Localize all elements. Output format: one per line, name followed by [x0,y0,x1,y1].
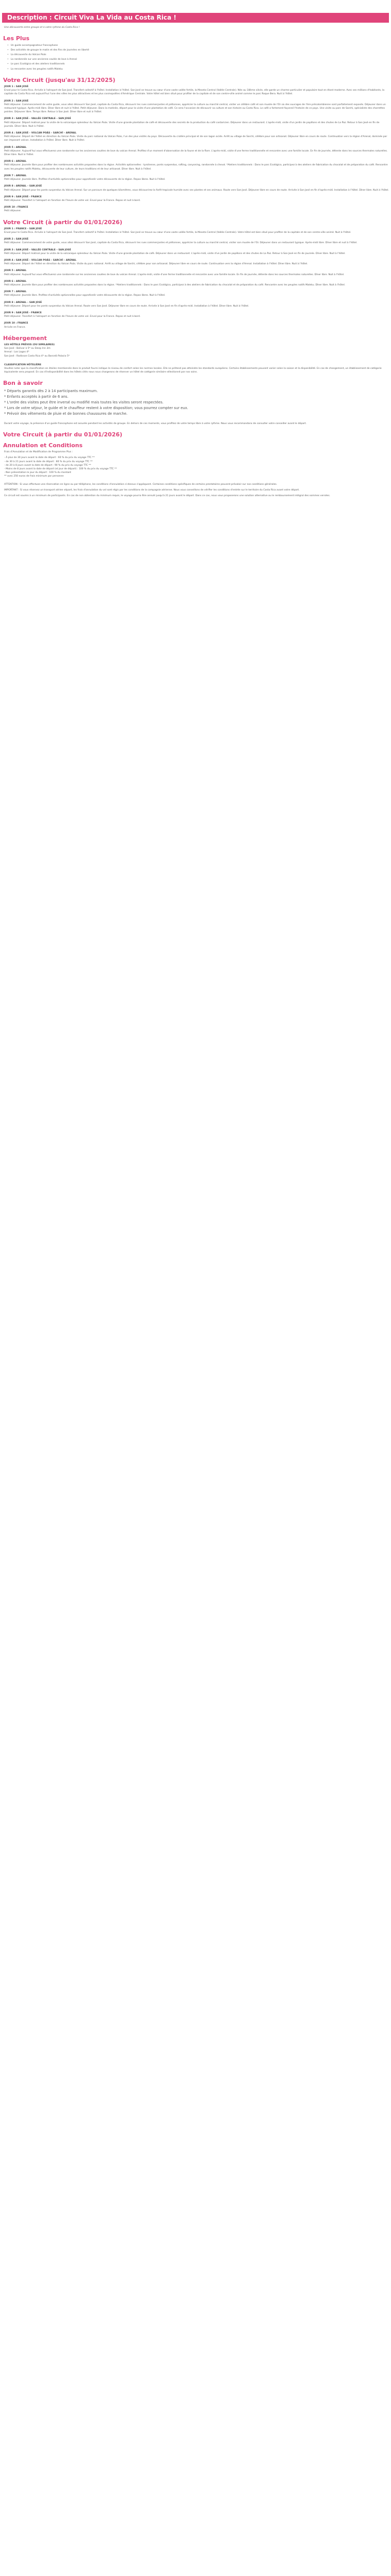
day-text: Petit déjeuner. Commencement de votre guide, vous allez découvrir San José, capitale du Costa Rica, découvrir les rues commerçantes et piétonnes, apprécier la culture au marché central, visiter son musée de l'Or. Déjeuner dans un restaurant typique. Après-midi libre. Dîner libre et nuit à l'hôtel. [4,242,357,245]
page-banner: Description : Circuit Viva La Vida au Costa Rica ! [2,13,389,23]
plus-title: Les Plus [3,35,30,42]
bon-item: * Prévoir des vêtements de pluie et de bonnes chaussures de marche. [4,411,128,416]
day-title: JOUR 6 : ARENAL [4,160,27,163]
classif-label: CLASSIFICATION HÔTELIÈRE [4,363,42,366]
day-text: Petit déjeuner. Départ matinal pour la visite de la volcanique splendeur du Volcan Poás. Visite d'une grande plantation de café. Déjeuner dans un restaurant. L'après-midi, visite d'un jardin de papillons et des chutes de La Paz. Retour à San José en fin de journée. Dîner libre. Nuit à l'hôtel. [4,252,346,255]
day-title: JOUR 7 : ARENAL [4,174,27,177]
itinerary-2025 [2,85,389,213]
day-title: JOUR 8 : ARENAL – SAN JOSÉ [4,185,42,188]
bon-item: * Enfants acceptés à partir de 6 ans. [4,394,69,399]
hotel-line: San José : Radisson Costa Rica 4* ou Barceló Palacio 5* [4,354,70,358]
day-title: JOUR 4 : SAN JOSÉ – VOLCAN POÁS – SARCHÍ – ARENAL [4,259,77,262]
annulation-title: Annulation et Conditions [3,442,83,449]
day-title: JOUR 7 : ARENAL [4,291,27,294]
plus-item: • Des activités de groupe le matin et des fins de journées en liberté [7,48,389,52]
day-text: Envol pour le Costa Rica. Arrivée à l'aéroport de San José. Transfert collectif à l'hôtel. Installation à l'hôtel. San José se trouve au cœur d'une vaste vallée fertile, la Meseta Central (Vallée Centrale). Née au 18ème siècle, elle garde un charme particulier et populaire tout en étant moderne. Avec ses millions d'habitants, la capitale du Costa Rica est aujourd'hui l'une des villes les plus attractives et les plus cosmopolites d'Amérique Centrale. Votre hôtel est bien situé pour profiter de la capitale et de son centre-ville animé comme le parc Roque Bera. Nuit à l'hôtel. [4,89,385,96]
bon-extra: Durant votre voyage, la présence d'un guide francophone est assurée pendant les activités de groupe. En dehors de ces moments, vous profitez de votre temps libre à votre rythme. Nous vous recommandons de consulter votre conseiller avant le départ. [4,422,307,425]
day-title: JOUR 1 : FRANCE – SAN JOSÉ [4,227,42,230]
annulation-rule: - Moins de 8 jours avant la date de départ (et jour de départ) : 100 % du prix du voyage TTC ** [4,468,117,471]
page [2,0,389,498]
day-title: JOUR 10 : FRANCE [4,206,28,209]
day-title: JOUR 8 : ARENAL – SAN JOSÉ [4,301,42,304]
day-text: Petit déjeuner. Départ de l'hôtel en direction du Volcan Poás. Visite du parc national du Volcan Poás, l'un des plus visités du pays. Découverte du cratère principal et de son lagon acide. Arrêt au village de Sarchí, célèbre pour son artisanat. Déjeuner libre en cours de route. Continuation vers la région d'Arenal, dominée par son imposant volcan. Installation à l'hôtel. Dîner libre. Nuit à l'hôtel. [4,135,387,142]
annulation-rule: - À plus de 30 jours avant la date de départ : 60 % du prix du voyage TTC ** [4,456,95,460]
day-text: Petit déjeuner. Journée libre pour profiter des nombreuses activités proposées dans la région. *Ateliers traditionnels : Dans le parc Ecológico, participez à des ateliers de fabrication du chocolat et de préparation du café. Rencontre avec les peuples natifs Maleku. Dîner libre. Nuit à l'hôtel. [4,283,346,286]
day-title: JOUR 2 : SAN JOSÉ [4,238,29,241]
annulation-intro: Frais d'Annulation et de Modification de Programme Plus : [4,451,73,454]
plus-item: • La randonnée sur une ancienne coulée de lave à Arenal [7,58,389,61]
annulation-rule: - de 20 à 8 jours avant la date de départ : 90 % du prix du voyage TTC ** [4,464,91,467]
plus-item: • Le parc Ecológico et des ateliers traditionnels [7,62,389,66]
hebergement-title: Hébergement [3,334,47,342]
day-text: Petit déjeuner. Journée libre pour profiter des nombreuses activités proposées dans la région. Activités optionnelles : tyrolienne, ponts suspendus, rafting, canyoning, randonnée à cheval. *Ateliers traditionnels : Dans le parc Ecológico, participez à des ateliers de fabrication du chocolat et de préparation du café. Rencontre avec les peuples natifs Maleku, découverte de leur culture, de leurs traditions et de leur artisanat. Dîner libre. Nuit à l'hôtel. [4,164,388,171]
plus-item: • La rencontre avec les peuples natifs Maleku [7,67,389,71]
hotel-line: Arenal : Los Lagos 4* [4,351,29,354]
plus-item: • La découverte du Volcan Poás [7,53,389,57]
annulation-note: ** avec 250 euros de frais minimum par personne [4,475,64,478]
day-title: JOUR 4 : SAN JOSÉ – VOLCAN POÁS – SARCHÍ – ARENAL [4,132,77,135]
day-title: JOUR 3 : SAN JOSÉ – VALLÉE CENTRALE – SAN JOSÉ [4,117,71,121]
bon-list [4,388,389,417]
bon-item: * Lors de votre séjour, le guide et le chauffeur restent à votre disposition; vous pourrez compter sur eux. [4,405,188,410]
hotel-line: San José : Bolivar à 5* ou Sleep Inn 3m [4,347,51,350]
day-text: Petit déjeuner. Journée libre. Profitez d'activités optionnelles pour approfondir votre découverte de la région. Repas libres. Nuit à l'hôtel. [4,178,166,181]
day-text: Petit déjeuner. Transfert à l'aéroport en fonction de l'heure de votre vol. Envol pour la France. Repas et nuit à bord. [4,315,141,318]
day-text: Petit déjeuner. Commencement de votre guide, vous allez découvrir San José, capitale du Costa Rica, découvrir les rues commerçantes et piétonnes, apprécier la culture au marché central, visiter un célèbre café et son musée de l'Or où des ouvrages de l'ère précolombienne sont parfaitement exposés. Déjeuner dans un restaurant typique. Après-midi libre. Dîner libre et nuit à l'hôtel. Petit déjeuner. Dans la matinée, départ pour la visite d'une plantation de café. Ce sera l'occasion de découvrir sa culture et son histoire au Costa Rica. Le café a fortement façonné l'histoire de ce pays. Une visite au parc de Sarchí, spécialiste des charrettes peintes. Déjeuner libre. Temps libre. Retour à San José. Dîner libre et nuit à l'hôtel. [4,103,386,114]
day-text: Petit déjeuner. Journée libre. Profitez d'activités optionnelles pour approfondir votre découverte de la région. Repas libres. Nuit à l'hôtel. [4,294,166,297]
itinerary-2026 [2,227,389,329]
bon-item: * Départs garantis dès 2 à 14 participants maximum. [4,388,98,393]
day-text: Petit déjeuner. Transfert à l'aéroport en fonction de l'heure de votre vol. Envol pour la France. Repas et nuit à bord. [4,199,141,202]
day-title: JOUR 3 : SAN JOSÉ – VALLÉE CENTRALE – SAN JOSÉ [4,248,71,251]
day-text: Petit déjeuner. Départ pour les ponts suspendus du Volcan Arenal. Sur un parcours de quelques kilomètres, vous découvrirez la forêt tropicale humide avec ses plantes et ses animaux. Route vers San José. Déjeuner libre en cours de route. Arrivée à San José en fin d'après-midi. Installation à l'hôtel. Dîner libre. Nuit à l'hôtel. [4,189,389,192]
important-text: IMPORTANT : Si vous réservez un transport aérien séparé, les frais d'annulation du vol sont régis par les conditions de la compagnie aérienne. Nous vous conseillons de vérifier les conditions d'entrée sur le territoire du Costa Rica avant votre départ. [4,488,300,492]
final-text: Ce circuit est soumis à un minimum de participants. En cas de non obtention du minimum requis, le voyage pourra être annulé jusqu'à 21 jours avant le départ. Dans ce cas, nous vous proposerons une solution alternative ou le remboursement intégral des sommes versées. [4,495,331,498]
section3-title: Votre Circuit (à partir du 01/01/2026) [3,431,123,438]
day-text: Petit déjeuner. Départ pour les ponts suspendus du Volcan Arenal. Route vers San José. Déjeuner libre en cours de route. Arrivée à San José en fin d'après-midi. Installation à l'hôtel. Dîner libre. Nuit à l'hôtel. [4,304,249,308]
day-text: Petit déjeuner. [4,210,22,213]
attention-text: ATTENTION : Si vous effectuez une réservation en ligne ou par téléphone, les conditions d'annulation ci-dessus s'appliquent. Certaines conditions spécifiques de certains prestataires peuvent prévaloir sur nos conditions générales. [4,483,278,486]
day-title: JOUR 6 : ARENAL [4,280,27,283]
day-text: Petit déjeuner. Départ de l'hôtel en direction du Volcan Poás. Visite du parc national. Arrêt au village de Sarchí, célèbre pour son artisanat. Déjeuner libre en cours de route. Continuation vers la région d'Arenal. Installation à l'hôtel. Dîner libre. Nuit à l'hôtel. [4,263,308,266]
annulation-rule: - Non présentation le jour du départ : 100 % du montant [4,471,71,474]
hotels-label: LES HÔTELS PRÉVUS (OU SIMILAIRES) [4,343,55,346]
plus-item: • Un guide accompagnateur francophone [7,44,389,47]
plus-list [7,44,389,71]
day-title: JOUR 2 : SAN JOSÉ [4,99,29,103]
section1-title: Votre Circuit (jusqu'au 31/12/2025) [3,76,116,83]
day-text: Arrivée en France. [4,326,26,329]
day-text: Envol pour le Costa Rica. Arrivée à l'aéroport de San José. Transfert collectif à l'hôtel. Installation à l'hôtel. San José se trouve au cœur d'une vaste vallée fertile, la Meseta Central (Vallée Centrale). Votre hôtel est bien situé pour profiter de la capitale et de son centre-ville animé. Nuit à l'hôtel. [4,231,351,234]
spacer [2,358,389,360]
bon-title: Bon à savoir [3,380,43,387]
day-text: Petit déjeuner. Aujourd'hui vous effectuerez une randonnée sur les anciennes coulées de lave du volcan Arenal. Profitez d'un moment d'observation de la faune et de la flore. L'après-midi, visite d'une ferme traditionnelle et rencontre avec une famille locale. En fin de journée, détente dans les sources thermales naturelles. Dîner libre. Nuit à l'hôtel. [4,149,388,157]
day-title: JOUR 1 : SAN JOSÉ [4,86,29,89]
day-title: JOUR 5 : ARENAL [4,269,27,273]
day-text: Petit déjeuner. Départ matinal pour la visite de la volcanique splendeur du Volcan Poás. Visite d'une grande plantation de café et découverte des secrets de la production du café costaricien. Déjeuner dans un restaurant. L'après-midi, visite d'un jardin de papillons et des chutes de La Paz. Retour à San José en fin de journée. Dîner libre. Nuit à l'hôtel. [4,121,380,128]
intro-text: Une découverte entre groupe et à votre rythme du Costa Rica ! [4,26,80,29]
section2-title: Votre Circuit (à partir du 01/01/2026) [3,218,123,226]
bon-item: * L'ordre des visites peut être inversé ou modifié mais toutes les visites seront respectées. [4,400,164,404]
day-title: JOUR 5 : ARENAL [4,146,27,149]
day-text: Petit déjeuner. Aujourd'hui vous effectuerez une randonnée sur les anciennes coulées de lave du volcan Arenal. L'après-midi, visite d'une ferme traditionnelle et rencontre avec une famille locale. En fin de journée, détente dans les sources thermales naturelles. Dîner libre. Nuit à l'hôtel. [4,273,345,276]
day-title: JOUR 9 : SAN JOSÉ - FRANCE [4,195,42,198]
day-title: JOUR 9 : SAN JOSÉ - FRANCE [4,311,42,314]
day-title: JOUR 10 : FRANCE [4,322,28,325]
spacer [2,479,389,481]
annulation-rule: - de 30 à 21 jours avant la date de départ : 80 % du prix du voyage TTC ** [4,460,93,463]
classif-text: Veuillez noter que la classification en étoiles mentionnée dans le produit fourni indique le niveau de confort selon les normes locales. Elle ne prétend pas atteindre les standards européens. Certains établissements peuvent varier selon la saison et la disponibilité. En cas de changement, un établissement de catégorie équivalente sera proposé. En cas d'indisponibilité dans les hôtels cités nous nous chargerons de réserver un hôtel de catégorie similaire sélectionné par nos soins. [4,367,382,374]
